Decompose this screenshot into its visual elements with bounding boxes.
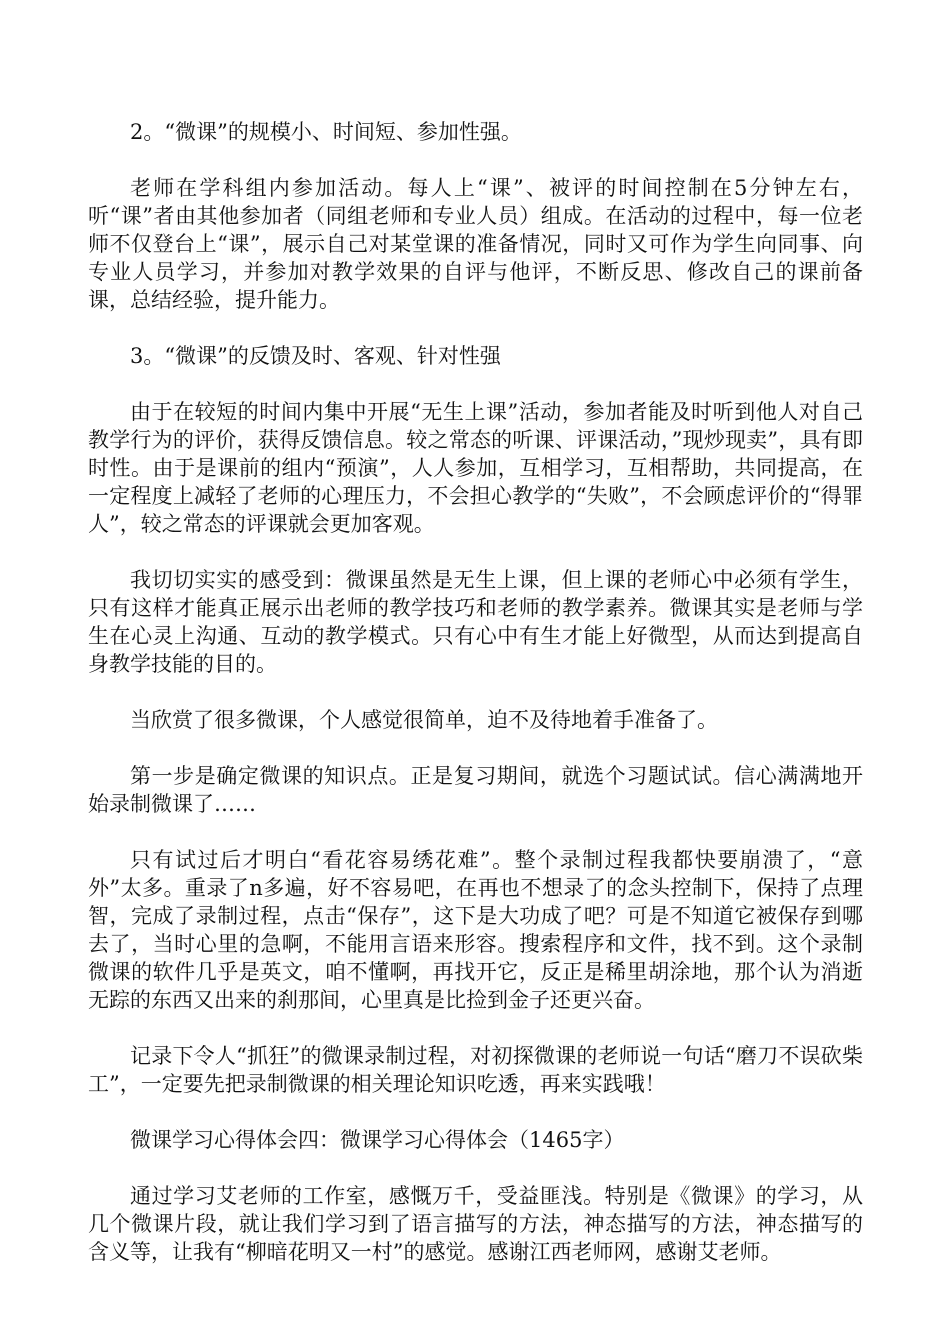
paragraph: 记录下令人“抓狂”的微课录制过程，对初探微课的老师说一句话“磨刀不误砍柴工”，一定要先把录制微课的相关理论知识吃透，再来实践哦！ bbox=[88, 1044, 863, 1096]
paragraph: 当欣赏了很多微课，个人感觉很简单，迫不及待地着手准备了。 bbox=[130, 708, 718, 732]
article-title: 微课学习心得体会四：微课学习心得体会（1465字） bbox=[130, 1128, 625, 1152]
document-body bbox=[88, 118, 863, 1266]
paragraph: 第一步是确定微课的知识点。正是复习期间，就选个习题试试。信心满满地开始录制微课了…… bbox=[88, 764, 863, 816]
paragraph: 老师在学科组内参加活动。每人上“课”、被评的时间控制在5分钟左右，听“课”者由其他参加者（同组老师和专业人员）组成。在活动的过程中，每一位老师不仅登台上“课”，展示自己对某堂课的准备情况，同时又可作为学生向同事、向专业人员学习，并参加对教学效果的自评与他评，不断反思、修改自己的课前备课，总结经验，提升能力。 bbox=[88, 176, 863, 312]
section-heading-3: 3。“微课”的反馈及时、客观、针对性强 bbox=[130, 344, 501, 368]
paragraph: 我切切实实的感受到：微课虽然是无生上课，但上课的老师心中必须有学生，只有这样才能真正展示出老师的教学技巧和老师的教学素养。微课其实是老师与学生在心灵上沟通、互动的教学模式。只有心中有生才能上好微型，从而达到提高自身教学技能的目的。 bbox=[88, 568, 863, 676]
paragraph: 由于在较短的时间内集中开展“无生上课”活动，参加者能及时听到他人对自己教学行为的评价，获得反馈信息。较之常态的听课、评课活动，”现炒现卖”，具有即时性。由于是课前的组内“预演”，人人参加，互相学习，互相帮助，共同提高，在一定程度上减轻了老师的心理压力，不会担心教学的“失败”，不会顾虑评价的“得罪人”，较之常态的评课就会更加客观。 bbox=[88, 400, 863, 536]
section-heading-2: 2。“微课”的规模小、时间短、参加性强。 bbox=[130, 120, 522, 144]
paragraph: 只有试过后才明白“看花容易绣花难”。整个录制过程我都快要崩溃了，“意外”太多。重录了n多遍，好不容易吧，在再也不想录了的念头控制下，保持了点理智，完成了录制过程，点击“保存”，这下是大功成了吧？可是不知道它被保存到哪去了，当时心里的急啊，不能用言语来形容。搜索程序和文件，找不到。这个录制微课的软件几乎是英文，咱不懂啊，再找开它，反正是稀里胡涂地，那个认为消逝无踪的东西又出来的刹那间，心里真是比捡到金子还更兴奋。 bbox=[88, 848, 863, 1012]
paragraph: 通过学习艾老师的工作室，感慨万千，受益匪浅。特别是《微课》的学习，从几个微课片段，就让我们学习到了语言描写的方法，神态描写的方法，神态描写的含义等，让我有“柳暗花明又一村”的感觉。感谢江西老师网，感谢艾老师。 bbox=[88, 1184, 863, 1264]
